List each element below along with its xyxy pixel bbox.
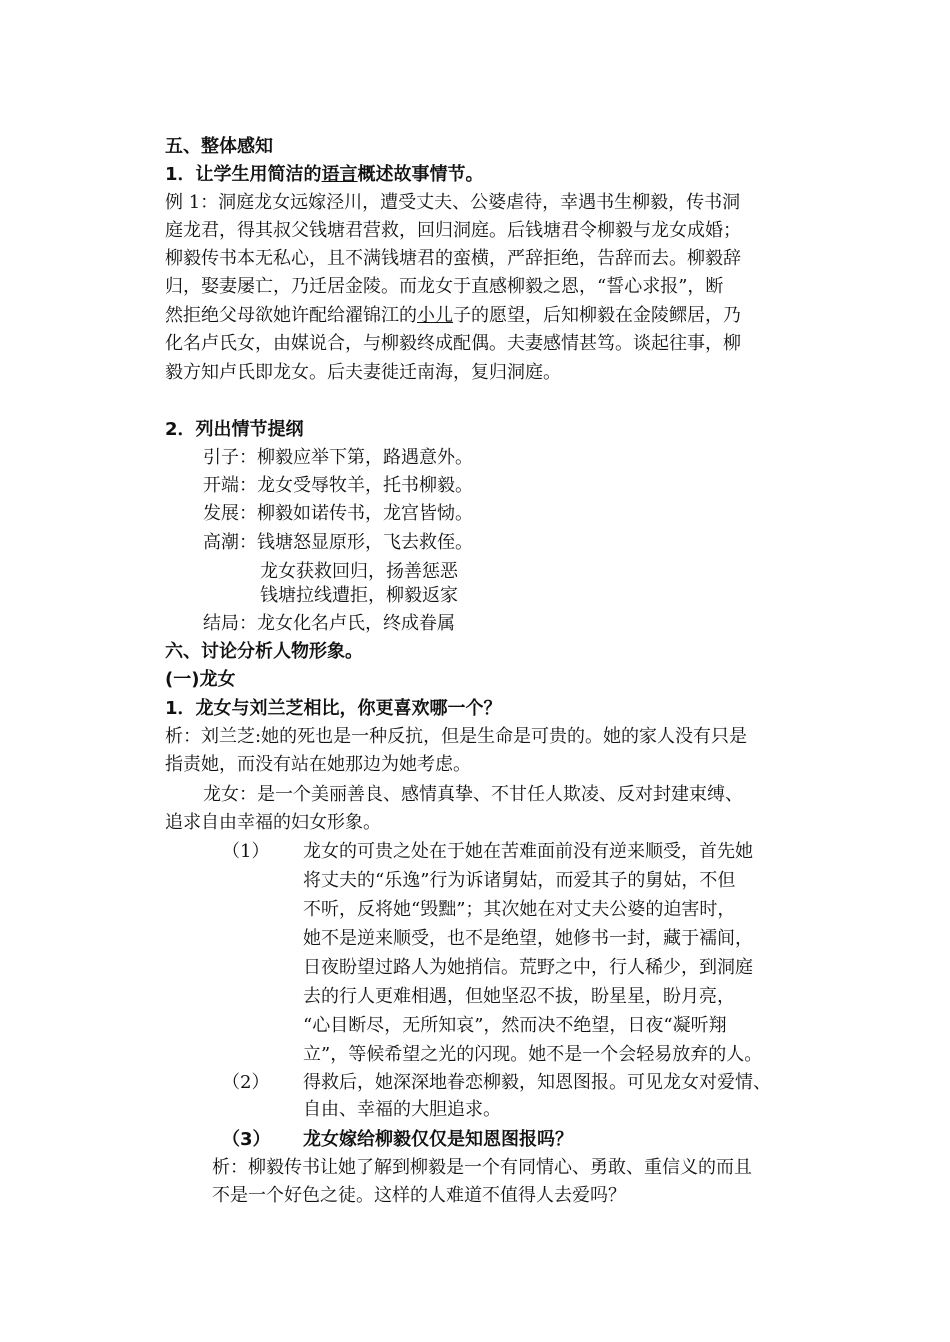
question-1-pre: 1．让学生用简洁的	[165, 164, 322, 185]
point-line: 得救后，她深深地眷恋柳毅，知恩图报。可见龙女对爱情、	[303, 1072, 771, 1093]
example-line	[165, 302, 741, 330]
point-number: （1）	[222, 841, 270, 862]
outline-subitem: 钱塘拉线遭拒，柳毅返家	[260, 585, 458, 606]
analysis-line: 不是一个好色之徒。这样的人难道不值得人去爱吗？	[212, 1185, 626, 1206]
example-line: 化名卢氏女，由媒说合，与柳毅终成配偶。夫妻感情甚笃。谈起往事，柳	[165, 333, 741, 354]
section-6-heading: 六、讨论分析人物形象。	[165, 641, 363, 662]
outline-item: 发展：柳毅如诺传书，龙宫皆恸。	[203, 503, 473, 524]
point-line: 将丈夫的“乐逸”行为诉诸舅姑，而爱其子的舅姑，不但	[303, 870, 736, 891]
analysis-line: 指责她，而没有站在她那边为她考虑。	[165, 754, 471, 775]
section-5-heading: 五、整体感知	[165, 136, 273, 157]
point-line: “心目断尽，无所知哀”，然而决不绝望，日夜“凝听翔	[303, 1015, 727, 1036]
analysis-line: 追求自由幸福的妇女形象。	[165, 812, 381, 833]
point-question: 龙女嫁给柳毅仅仅是知恩图报吗？	[303, 1129, 573, 1150]
outline-item: 高潮：钱塘怒显原形，飞去救侄。	[203, 532, 473, 553]
outline-item: 引子：柳毅应举下第，路遇意外。	[203, 447, 473, 468]
question-2: 2．列出情节提纲	[165, 419, 304, 440]
point-line: 龙女的可贵之处在于她在苦难面前没有逆来顺受，首先她	[303, 841, 753, 862]
analysis-line: 析：柳毅传书让她了解到柳毅是一个有同情心、勇敢、重信义的而且	[212, 1157, 752, 1178]
outline-subitem: 龙女获救回归，扬善惩恶	[260, 561, 458, 582]
question-1-s6: 1．龙女与刘兰芝相比，你更喜欢哪一个？	[165, 698, 502, 719]
analysis-line: 龙女：是一个美丽善良、感情真挚、不甘任人欺凌、反对封建束缚、	[203, 784, 743, 805]
subsection-heading: (一)龙女	[165, 669, 236, 690]
outline-item: 开端：龙女受辱牧羊，托书柳毅。	[203, 475, 473, 496]
point-line: 她不是逆来顺受，也不是绝望，她修书一封，藏于襦间，	[303, 928, 753, 949]
point-line: 日夜盼望过路人为她捎信。荒野之中，行人稀少，到洞庭	[303, 957, 753, 978]
point-number: （3）	[222, 1129, 271, 1150]
point-line: 立”，等候希望之光的闪现。她不是一个会轻易放弃的人。	[303, 1044, 763, 1065]
example-line-pre: 然拒绝父母欲她许配给濯锦江的	[165, 305, 417, 326]
point-line: 去的行人更难相遇，但她坚忍不拔，盼星星，盼月亮，	[303, 986, 735, 1007]
question-1	[165, 161, 484, 189]
example-line: 庭龙君，得其叔父钱塘君营救，回归洞庭。后钱塘君令柳毅与龙女成婚；	[165, 220, 741, 241]
example-line: 归，娶妻屡亡，乃迁居金陵。而龙女于直感柳毅之恩，“誓心求报”，断	[165, 276, 724, 297]
question-1-underlined: 语言	[321, 164, 358, 185]
analysis-line: 析：刘兰芝:她的死也是一种反抗，但是生命是可贵的。她的家人没有只是	[165, 726, 748, 747]
point-number: （2）	[222, 1072, 270, 1093]
example-underlined: 小儿	[417, 305, 453, 326]
example-line: 毅方知卢氏即龙女。后夫妻徙迁南海，复归洞庭。	[165, 362, 561, 383]
question-1-post: 概述故事情节。	[357, 164, 484, 185]
example-line-post: 子的愿望，后知柳毅在金陵鳏居，乃	[453, 305, 741, 326]
example-line: 柳毅传书本无私心，且不满钱塘君的蛮横，严辞拒绝，告辞而去。柳毅辞	[165, 248, 741, 269]
outline-item: 结局：龙女化名卢氏，终成眷属	[203, 613, 455, 634]
point-line: 自由、幸福的大胆追求。	[303, 1099, 501, 1120]
example-line: 例 1：洞庭龙女远嫁泾川，遭受丈夫、公婆虐待，幸遇书生柳毅，传书洞	[165, 192, 741, 213]
point-line: 不听，反将她“毁黜”；其次她在对丈夫公婆的迫害时，	[303, 899, 736, 920]
